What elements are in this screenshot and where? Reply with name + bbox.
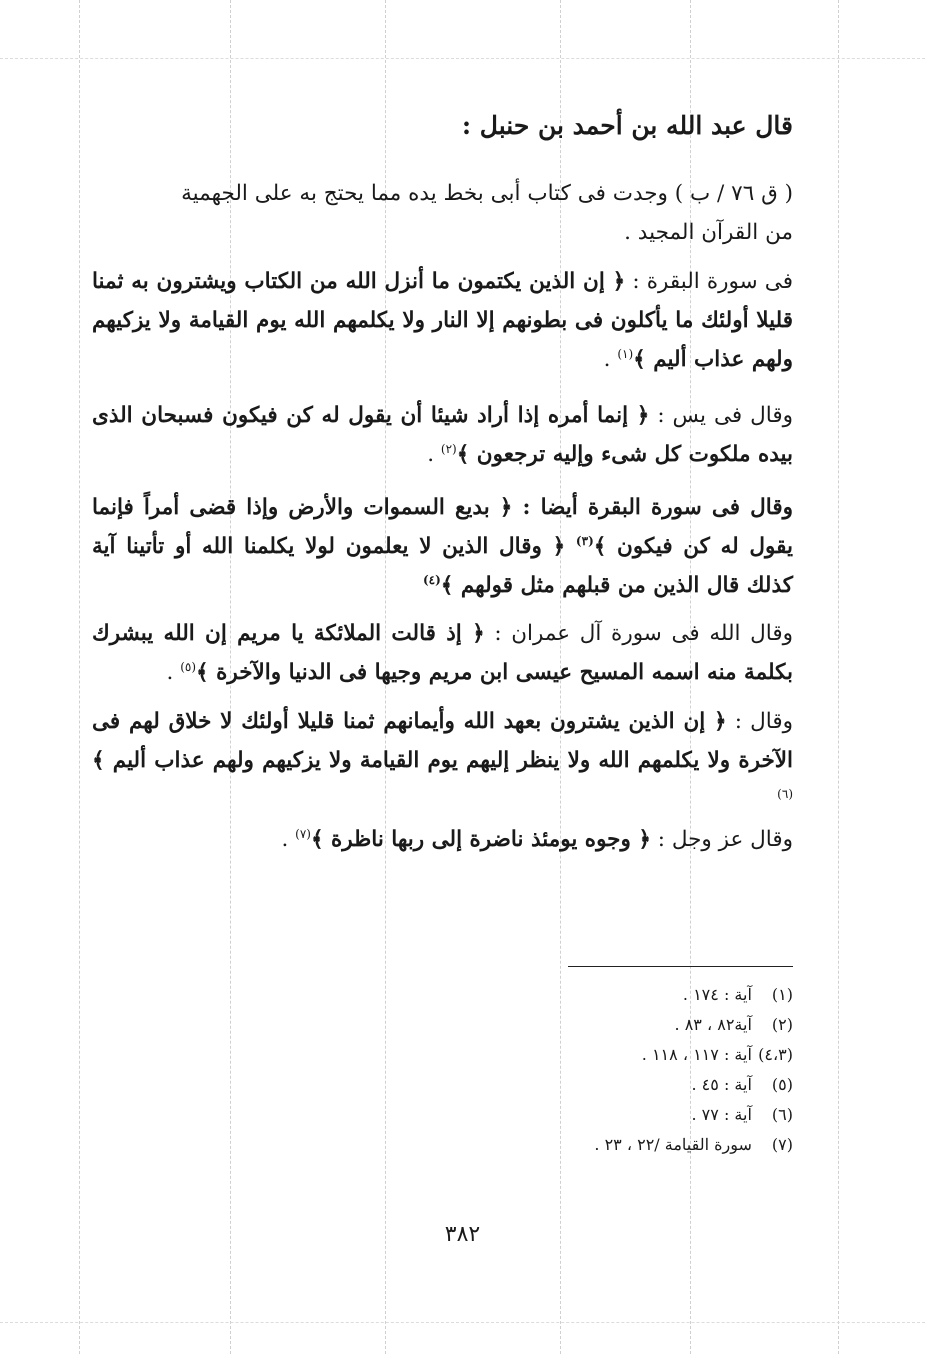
paragraph-lead: وقال : bbox=[726, 709, 793, 734]
footnote-text: آية : ٤٥ . bbox=[691, 1075, 752, 1094]
footnote-item bbox=[433, 1100, 793, 1130]
footnote-text: سورة القيامة /٢٢ ، ٢٣ . bbox=[594, 1135, 752, 1154]
footnote-ref: (٦) bbox=[777, 786, 793, 801]
paragraph-lead: وقال فى يس : bbox=[649, 403, 793, 428]
paragraph-qiyamah: وقال عز وجل : ﴿ وجوه يومئذ ناضرة إلى ربها ناظرة ﴾$^{(٧)}$ . bbox=[281, 826, 793, 852]
paragraph-lead: فى سورة البقرة : bbox=[625, 269, 794, 294]
page-number: ٣٨٢ bbox=[444, 1222, 481, 1247]
footnote-item bbox=[433, 1040, 793, 1070]
intro-line-1: ( ق ٧٦ / ب ) وجدت فى كتاب أبى بخط يده مما يحتج به على الجهمية bbox=[181, 181, 793, 206]
scan-guide-line bbox=[0, 1322, 925, 1323]
footnote-number: (٧) bbox=[771, 1135, 793, 1154]
quran-verse: ﴿ بديع السموات والأرض وإذا قضى أمراً فإنما يقول له كن فيكون ﴾ bbox=[92, 495, 794, 559]
footnote-number: (٢) bbox=[771, 1015, 793, 1034]
quran-verse: ﴿ إنما أمره إذا أراد شيئا أن يقول له كن فيكون فسبحان الذى بيده ملكوت كل شىء وإليه ترجعون ﴾ bbox=[92, 403, 793, 467]
scan-guide-line bbox=[0, 58, 925, 59]
quran-verse: ﴿ وقال الذين لا يعلمون لولا يكلمنا الله أو تأتينا آية كذلك قال الذين من قبلهم مثل قولهم ﴾ bbox=[92, 534, 793, 598]
footnote-ref: (٧) bbox=[295, 826, 311, 841]
footnote-ref: (٢) bbox=[440, 441, 457, 456]
intro-paragraph bbox=[92, 174, 793, 252]
footnote-text: آية : ٧٧ . bbox=[691, 1105, 752, 1124]
footnote-item bbox=[433, 1130, 793, 1160]
scan-guide-line bbox=[79, 0, 80, 1354]
footnote-number: (٦) bbox=[771, 1105, 793, 1124]
footnotes-list bbox=[433, 980, 793, 1160]
footnote-item bbox=[433, 980, 793, 1010]
page-heading: قال عبد الله بن أحمد بن حنبل : bbox=[461, 111, 793, 140]
footnote-number: (١) bbox=[771, 985, 793, 1004]
footnote-item bbox=[433, 1010, 793, 1040]
quran-verse: ﴿ إن الذين يكتمون ما أنزل الله من الكتاب ويشترون به ثمنا قليلا أولئك ما يأكلون فى بطونهم إلا النار ولا يكلمهم الله يوم القيامة ولا يزكيهم ولهم عذاب أليم ﴾ bbox=[92, 269, 793, 372]
paragraph-lead: وقال الله فى سورة آل عمران : bbox=[484, 621, 794, 646]
paragraph-al-imran: وقال الله فى سورة آل عمران : ﴿ إذ قالت الملائكة يا مريم إن الله يبشرك بكلمة منه اسمه المسيح عيسى ابن مريم وجيها فى الدنيا والآخرة ﴾$^{(٥)}$ . bbox=[92, 621, 794, 685]
footnote-text: آية : ١١٧ ، ١١٨ . bbox=[641, 1045, 752, 1064]
footnote-ref: (١) bbox=[617, 346, 634, 361]
paragraph-baqarah: فى سورة البقرة : ﴿ إن الذين يكتمون ما أنزل الله من الكتاب ويشترون به ثمنا قليلا أولئك ما يأكلون فى بطونهم إلا النار ولا يكلمهم الله يوم القيامة ولا يزكيهم ولهم عذاب أليم ﴾$^{(١)}$ . bbox=[92, 269, 794, 372]
paragraph-baqarah-2 bbox=[92, 488, 793, 605]
paragraph-yasin: وقال فى يس : ﴿ إنما أمره إذا أراد شيئا أن يقول له كن فيكون فسبحان الذى بيده ملكوت كل شىء وإليه ترجعون ﴾$^{(٢)}$ . bbox=[92, 403, 793, 467]
quran-verse: ﴿ إن الذين يشترون بعهد الله وأيمانهم ثمنا قليلا أولئك لا خلاق لهم فى الآخرة ولا يكلمهم الله ولا ينظر إليهم يوم القيامة ولا يزكيهم ولهم عذاب أليم ﴾ bbox=[92, 709, 793, 773]
paragraph-al-imran-2 bbox=[92, 702, 793, 819]
intro-line-2: من القرآن المجيد . bbox=[624, 220, 793, 245]
footnote-number: (٤،٣) bbox=[758, 1045, 793, 1064]
footnote-separator bbox=[568, 966, 793, 967]
footnote-ref: (٣) bbox=[575, 533, 594, 548]
footnote-ref: (٥) bbox=[180, 659, 197, 674]
scan-guide-line bbox=[838, 0, 839, 1354]
footnote-number: (٥) bbox=[771, 1075, 793, 1094]
footnote-text: آية : ١٧٤ . bbox=[682, 985, 752, 1004]
quran-verse: ﴿ إذ قالت الملائكة يا مريم إن الله يبشرك بكلمة منه اسمه المسيح عيسى ابن مريم وجيها فى الدنيا والآخرة ﴾ bbox=[92, 621, 793, 685]
footnote-item bbox=[433, 1070, 793, 1100]
paragraph-lead: وقال عز وجل : bbox=[650, 827, 793, 852]
footnote-ref: (٤) bbox=[422, 572, 441, 587]
quran-verse: ﴿ وجوه يومئذ ناضرة إلى ربها ناظرة ﴾ bbox=[310, 827, 651, 852]
footnote-text: آية٨٢ ، ٨٣ . bbox=[674, 1015, 752, 1034]
paragraph-lead: وقال فى سورة البقرة أيضا : bbox=[512, 495, 793, 520]
